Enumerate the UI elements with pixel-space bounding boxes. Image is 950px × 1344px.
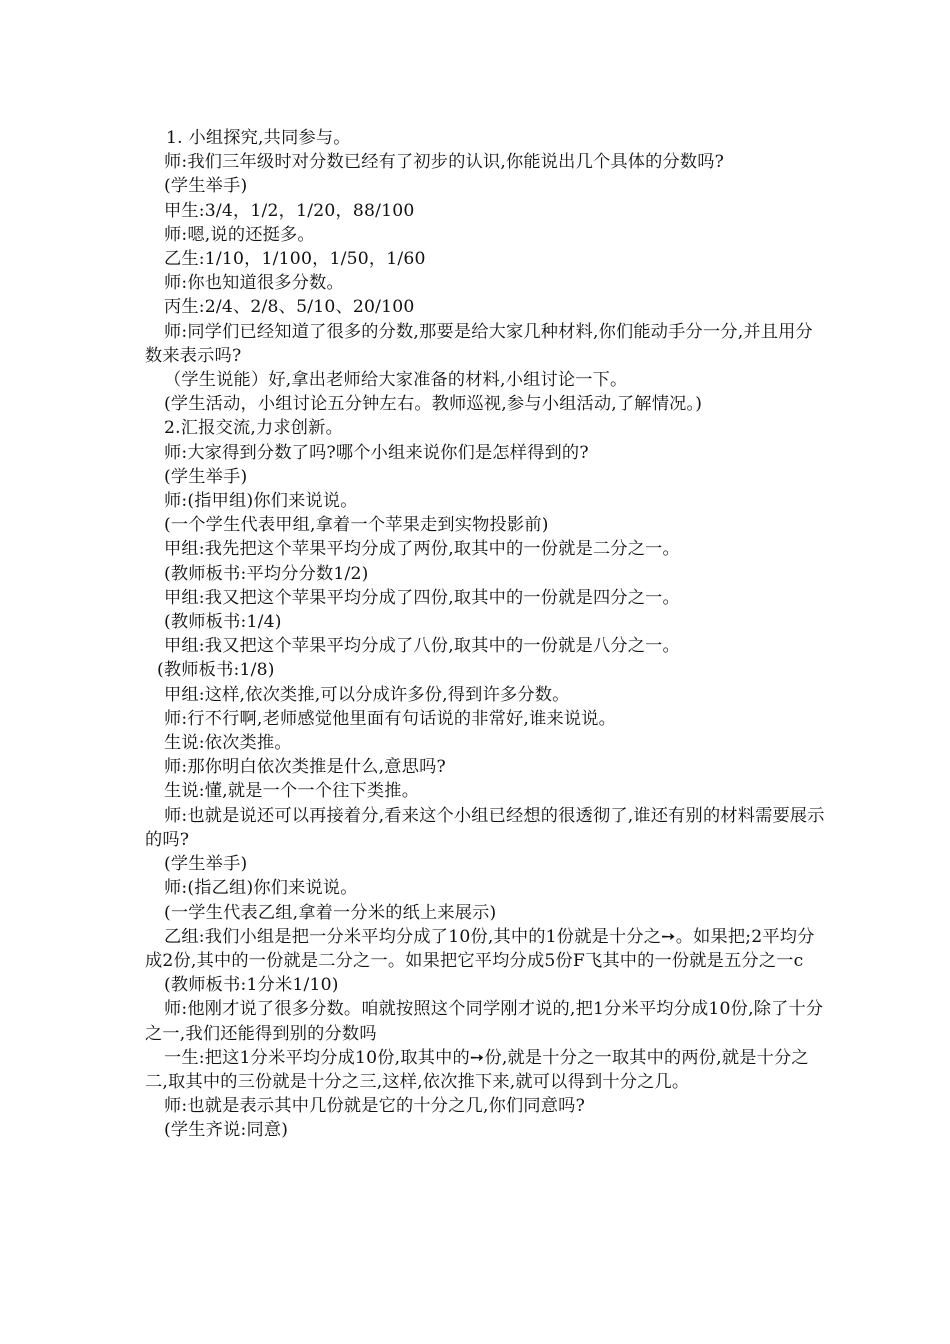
paragraph: 1. 小组探究,共同参与。 [166, 128, 351, 148]
paragraph: (学生举手) [164, 466, 248, 487]
paragraph: (学生举手) [164, 854, 248, 875]
paragraph: (一个学生代表甲组,拿着一个苹果走到实物投影前) [164, 515, 549, 536]
paragraph: (学生齐说:同意) [164, 1120, 289, 1141]
paragraph: 生说:懂,就是一个一个往下类推。 [164, 781, 420, 802]
paragraph: 乙生:1/10，1/100，1/50，1/60 [164, 249, 426, 270]
paragraph: (教师板书:1/4) [164, 612, 282, 633]
paragraph: 师:行不行啊,老师感觉他里面有句话说的非常好,谁来说说。 [164, 708, 617, 729]
paragraph: 师:大家得到分数了吗?哪个小组来说你们是怎样得到的? [164, 442, 589, 463]
paragraph: 一生:把这1分米平均分成10份,取其中的➙份,就是十分之一取其中的两份,就是十分之二,取其中的三份就是十分之三,这样,依次推下来,就可以得到十分之几。 [145, 1047, 809, 1092]
paragraph: 甲组:我又把这个苹果平均分成了四份,取其中的一份就是四分之一。 [164, 587, 680, 608]
paragraph: （学生说能）好,拿出老师给大家准备的材料,小组讨论一下。 [164, 370, 628, 391]
paragraph: 师:你也知道很多分数。 [164, 273, 344, 294]
paragraph: 师:(指乙组)你们来说说。 [164, 878, 358, 899]
paragraph: 2.汇报交流,力求创新。 [164, 418, 343, 439]
paragraph: 甲生:3/4，1/2，1/20，88/100 [164, 200, 415, 221]
paragraph: (教师板书:1/8) [157, 660, 275, 681]
paragraph: (学生举手) [164, 176, 248, 197]
paragraph: 师:也就是说还可以再接着分,看来这个小组已经想的很透彻了,谁还有别的材料需要展示的吗? [145, 805, 825, 850]
paragraph: (一学生代表乙组,拿着一分米的纸上来展示) [164, 902, 497, 923]
paragraph: 师:同学们已经知道了很多的分数,那要是给大家几种材料,你们能动手分一分,并且用分数来表示吗? [145, 321, 813, 366]
paragraph: (学生活动，小组讨论五分钟左右。教师巡视,参与小组活动,了解情况。) [164, 394, 703, 415]
paragraph: 甲组:我先把这个苹果平均分成了两份,取其中的一份就是二分之一。 [164, 539, 680, 560]
paragraph: 师:那你明白依次类推是什么,意思吗? [164, 757, 446, 778]
paragraph: 师:也就是表示其中几份就是它的十分之几,你们同意吗? [164, 1096, 585, 1117]
paragraph: 师:我们三年级时对分数已经有了初步的认识,你能说出几个具体的分数吗? [164, 152, 725, 173]
paragraph: (教师板书:1分米1/10) [164, 975, 339, 996]
paragraph: 生说:依次类推。 [164, 733, 292, 754]
document-body [145, 126, 825, 1143]
paragraph: 甲组:我又把这个苹果平均分成了八份,取其中的一份就是八分之一。 [164, 636, 680, 657]
paragraph: 师:(指甲组)你们来说说。 [164, 491, 358, 512]
paragraph: 师:他刚才说了很多分数。咱就按照这个同学刚才说的,把1分米平均分成10份,除了十分之一,我们还能得到别的分数吗 [145, 999, 824, 1044]
paragraph: 丙生:2/4、2/8、5/10、20/100 [164, 297, 415, 318]
paragraph: (教师板书:平均分分数1/2) [164, 563, 369, 584]
paragraph: 甲组:这样,依次类推,可以分成许多份,得到许多分数。 [164, 684, 570, 705]
paragraph: 师:嗯,说的还挺多。 [164, 224, 315, 245]
paragraph: 乙组:我们小组是把一分米平均分成了10份,其中的1份就是十分之➙。如果把;2平均分成2份,其中的一份就是二分之一。如果把它平均分成5份F飞其中的一份就是五分之一c [145, 926, 815, 971]
